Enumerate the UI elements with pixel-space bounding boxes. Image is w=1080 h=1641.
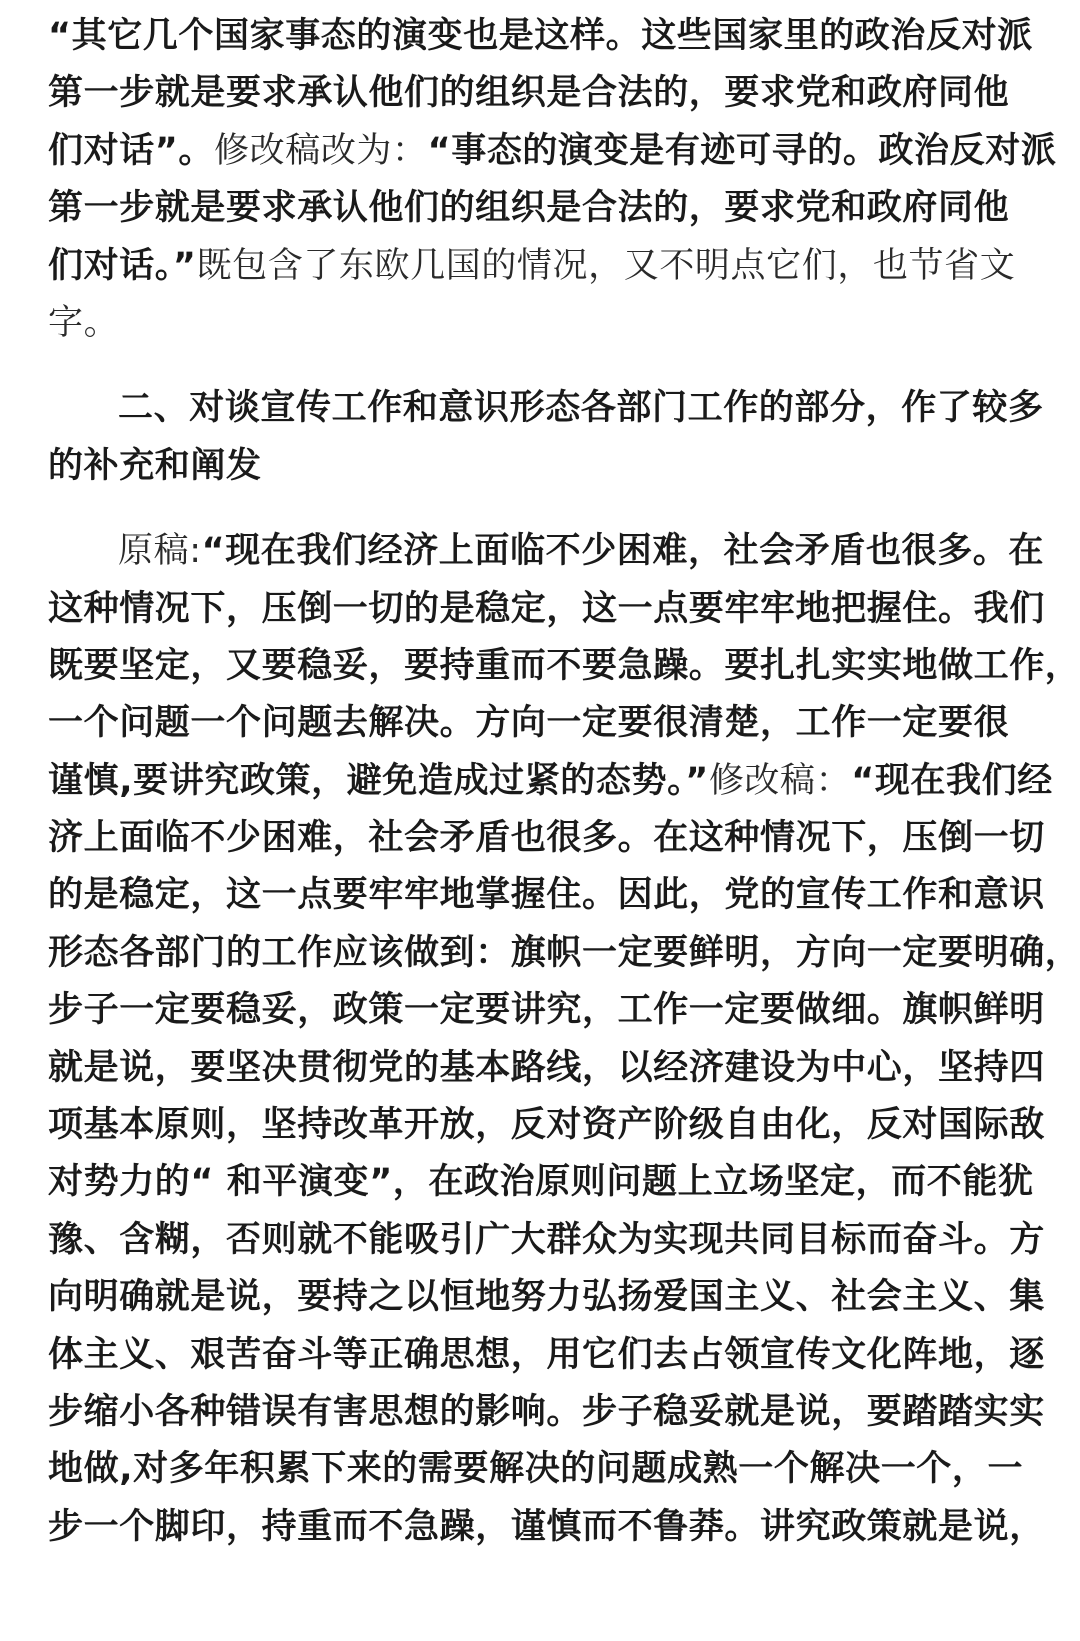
text-line: 豫、含糊，否则就不能吸引广大群众为实现共同目标而奋斗。方 [48,1219,1045,1260]
text-span: 们对话”。 [48,130,215,171]
text-line: 既要坚定，又要稳妥，要持重而不要急躁。要扎扎实实地做工作， [48,645,1080,686]
text-span: “事态的演变是有迹可寻的。政治反对派 [427,130,1057,171]
text-line: 地做,对多年积累下来的需要解决的问题成熟一个解决一个，一 [48,1449,1024,1490]
text-span: “现在我们经济上面临不少困难，社会矛盾也很多。在 [201,531,1044,572]
text-line: 对势力的“ 和平演变”，在政治原则问题上立场坚定，而不能犹 [48,1162,1034,1203]
text-line: 的是稳定，这一点要牢牢地掌握住。因此，党的宣传工作和意识 [48,875,1045,916]
heading-line: 二、对谈宣传工作和意识形态各部门工作的部分，作了较多 [118,388,1044,429]
text-line: 济上面临不少困难，社会矛盾也很多。在这种情况下，压倒一切 [48,818,1045,859]
paragraph-1 [48,8,1057,352]
text-line: “其它几个国家事态的演变也是这样。这些国家里的政治反对派 [48,16,1033,56]
text-line [48,753,1053,810]
text-line: 第一步就是要求承认他们的组织是合法的，要求党和政府同他 [48,73,1010,114]
text-span: 修改稿改为： [214,130,428,171]
paragraph-2 [48,523,1080,1556]
text-line [48,523,1044,580]
text-line: 体主义、艰苦奋斗等正确思想，用它们去占领宣传文化阵地，逐 [48,1334,1045,1375]
text-line [48,238,1032,295]
section-heading [48,380,1044,495]
text-line: 向明确就是说，要持之以恒地努力弘扬爱国主义、社会主义、集 [48,1277,1045,1318]
text-span: 谨慎,要讲究政策，避免造成过紧的态势。” [48,760,709,801]
text-line: 这种情况下，压倒一切的是稳定，这一点要牢牢地把握住。我们 [48,588,1045,629]
paragraph-gap [48,352,1032,380]
text-span: 既包含了东欧几国的情况，又不明点它们，也节省文 [196,245,1016,286]
text-span: 们对话。” [48,245,197,286]
text-line: 步缩小各种错误有害思想的影响。步子稳妥就是说，要踏踏实实 [48,1391,1045,1432]
heading-line: 的补充和阐发 [48,445,262,486]
text-line: 项基本原则，坚持改革开放，反对资产阶级自由化，反对国际敌 [48,1105,1045,1146]
text-span: 原稿: [118,531,202,572]
text-span: 修改稿： [708,760,852,801]
text-line: 步一个脚印，持重而不急躁，谨慎而不鲁莽。讲究政策就是说， [48,1506,1045,1547]
text-line: 一个问题一个问题去解决。方向一定要很清楚，工作一定要很 [48,703,1010,744]
text-span: “现在我们经 [851,760,1053,801]
text-line: 形态各部门的工作应该做到：旗帜一定要鲜明，方向一定要明确， [48,932,1080,973]
text-line [48,123,1057,180]
text-line: 字。 [48,302,120,343]
paragraph-gap [48,495,1032,523]
text-line: 就是说，要坚决贯彻党的基本路线，以经济建设为中心，坚持四 [48,1047,1045,1088]
text-line: 第一步就是要求承认他们的组织是合法的，要求党和政府同他 [48,188,1010,229]
text-line: 步子一定要稳妥，政策一定要讲究，工作一定要做细。旗帜鲜明 [48,990,1045,1031]
